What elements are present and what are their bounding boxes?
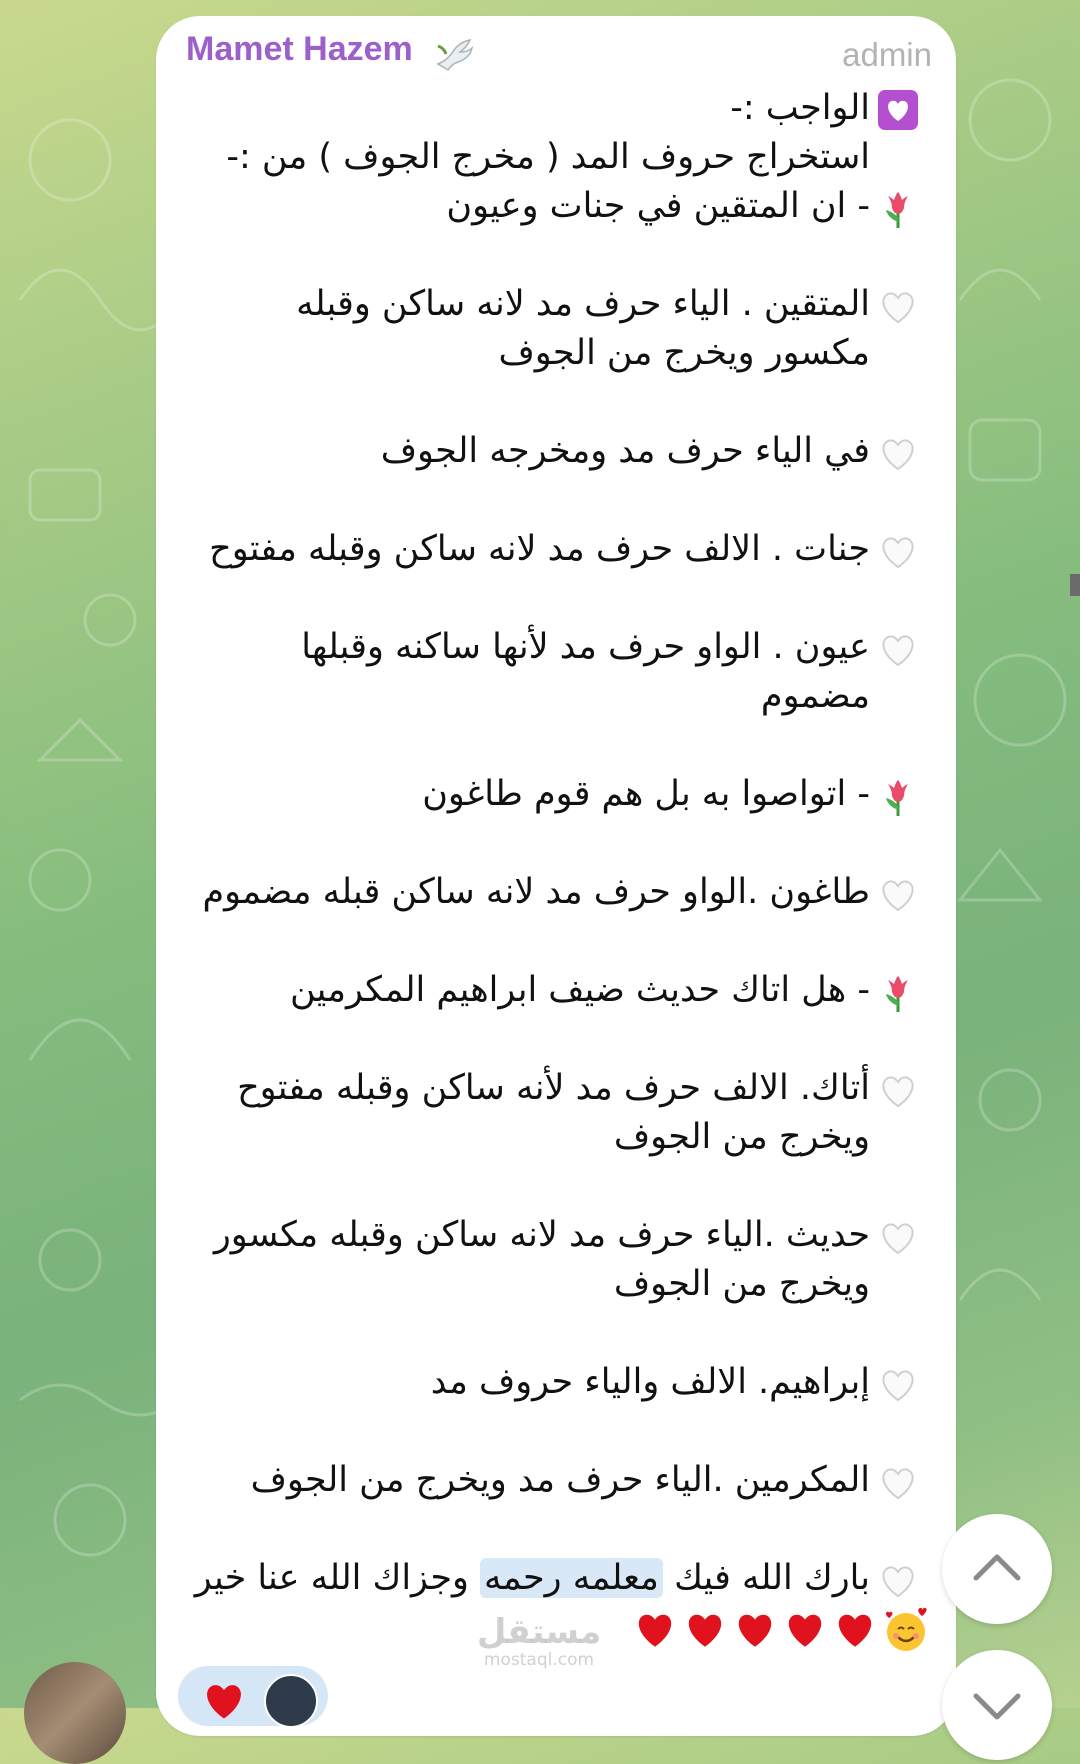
line-gap bbox=[190, 1505, 920, 1554]
emoji-row bbox=[632, 1606, 930, 1654]
message-line: طاغون .الواو حرف مد لانه ساكن قبله مضموم bbox=[190, 868, 920, 917]
message-line: المكرمين .الياء حرف مد ويخرج من الجوف bbox=[190, 1456, 920, 1505]
message-line: في الياء حرف مد ومخرجه الجوف bbox=[190, 427, 920, 476]
red-heart-icon bbox=[682, 1606, 728, 1652]
admin-label: admin bbox=[842, 36, 932, 73]
line-gap bbox=[190, 1407, 920, 1456]
message-line: الواجب :- bbox=[190, 84, 920, 133]
avatar[interactable] bbox=[24, 1662, 126, 1764]
message-line: إبراهيم. الالف والياء حروف مد bbox=[190, 1358, 920, 1407]
white-heart-icon bbox=[876, 627, 920, 671]
scroll-down-button[interactable] bbox=[942, 1650, 1052, 1760]
avatar-image bbox=[24, 1662, 126, 1764]
line-gap bbox=[190, 231, 920, 280]
white-heart-icon bbox=[876, 1068, 920, 1112]
message-line: - هل اتاك حديث ضيف ابراهيم المكرمين bbox=[190, 966, 920, 1015]
chevron-up-icon bbox=[942, 1514, 1052, 1624]
message-line: - اتواصوا به بل هم قوم طاغون bbox=[190, 770, 920, 819]
line-gap bbox=[190, 476, 920, 525]
heart-purple-icon bbox=[876, 88, 920, 132]
message-line: المتقين . الياء حرف مد لانه ساكن وقبله bbox=[190, 280, 920, 329]
red-heart-icon bbox=[832, 1606, 878, 1652]
message-text bbox=[190, 84, 920, 1603]
watermark-latin: mostaql.com bbox=[483, 1650, 595, 1670]
smiling-face-with-hearts-icon bbox=[882, 1606, 930, 1654]
white-heart-icon bbox=[876, 529, 920, 573]
white-heart-icon bbox=[876, 1215, 920, 1259]
white-heart-icon bbox=[876, 1362, 920, 1406]
message-line: أتاك. الالف حرف مد لأنه ساكن وقبله مفتوح bbox=[190, 1064, 920, 1113]
message-line: جنات . الالف حرف مد لانه ساكن وقبله مفتوح bbox=[190, 525, 920, 574]
red-heart-icon bbox=[200, 1676, 248, 1724]
sender-name[interactable]: Mamet Hazem bbox=[186, 30, 413, 68]
reactor-avatar bbox=[264, 1674, 318, 1728]
message-line: استخراج حروف المد ( مخرج الجوف ) من :- bbox=[226, 137, 870, 177]
tulip-icon bbox=[876, 970, 920, 1014]
line-gap bbox=[190, 917, 920, 966]
message-line: مضموم bbox=[760, 676, 870, 716]
message-line: بارك الله فيك معلمه رحمه وجزاك الله عنا خير bbox=[190, 1554, 920, 1603]
white-heart-icon bbox=[876, 1558, 920, 1602]
line-gap bbox=[190, 1015, 920, 1064]
message-line: ويخرج من الجوف bbox=[613, 1117, 870, 1157]
red-heart-icon bbox=[732, 1606, 778, 1652]
line-gap bbox=[190, 819, 920, 868]
message-line: - ان المتقين في جنات وعيون bbox=[190, 182, 920, 231]
red-heart-icon bbox=[632, 1606, 678, 1652]
message-line: حديث .الياء حرف مد لانه ساكن وقبله مكسور bbox=[190, 1211, 920, 1260]
watermark-arabic: مستقل bbox=[476, 1612, 602, 1652]
red-heart-icon bbox=[782, 1606, 828, 1652]
line-gap bbox=[190, 1309, 920, 1358]
line-gap bbox=[190, 1162, 920, 1211]
dove-icon bbox=[432, 34, 476, 78]
tulip-icon bbox=[876, 774, 920, 818]
tulip-icon bbox=[876, 186, 920, 230]
message-line: عيون . الواو حرف مد لأنها ساكنه وقبلها bbox=[190, 623, 920, 672]
highlighted-text[interactable]: معلمه رحمه bbox=[480, 1558, 663, 1598]
message-line: ويخرج من الجوف bbox=[613, 1264, 870, 1304]
white-heart-icon bbox=[876, 431, 920, 475]
chevron-down-icon bbox=[942, 1650, 1052, 1760]
reaction-pill[interactable] bbox=[178, 1666, 328, 1726]
line-gap bbox=[190, 574, 920, 623]
white-heart-icon bbox=[876, 284, 920, 328]
white-heart-icon bbox=[876, 872, 920, 916]
line-gap bbox=[190, 378, 920, 427]
line-gap bbox=[190, 721, 920, 770]
white-heart-icon bbox=[876, 1460, 920, 1504]
scrollbar-thumb[interactable] bbox=[1070, 574, 1080, 596]
message-line: مكسور ويخرج من الجوف bbox=[498, 333, 870, 373]
scroll-up-button[interactable] bbox=[942, 1514, 1052, 1624]
watermark bbox=[474, 1614, 604, 1670]
